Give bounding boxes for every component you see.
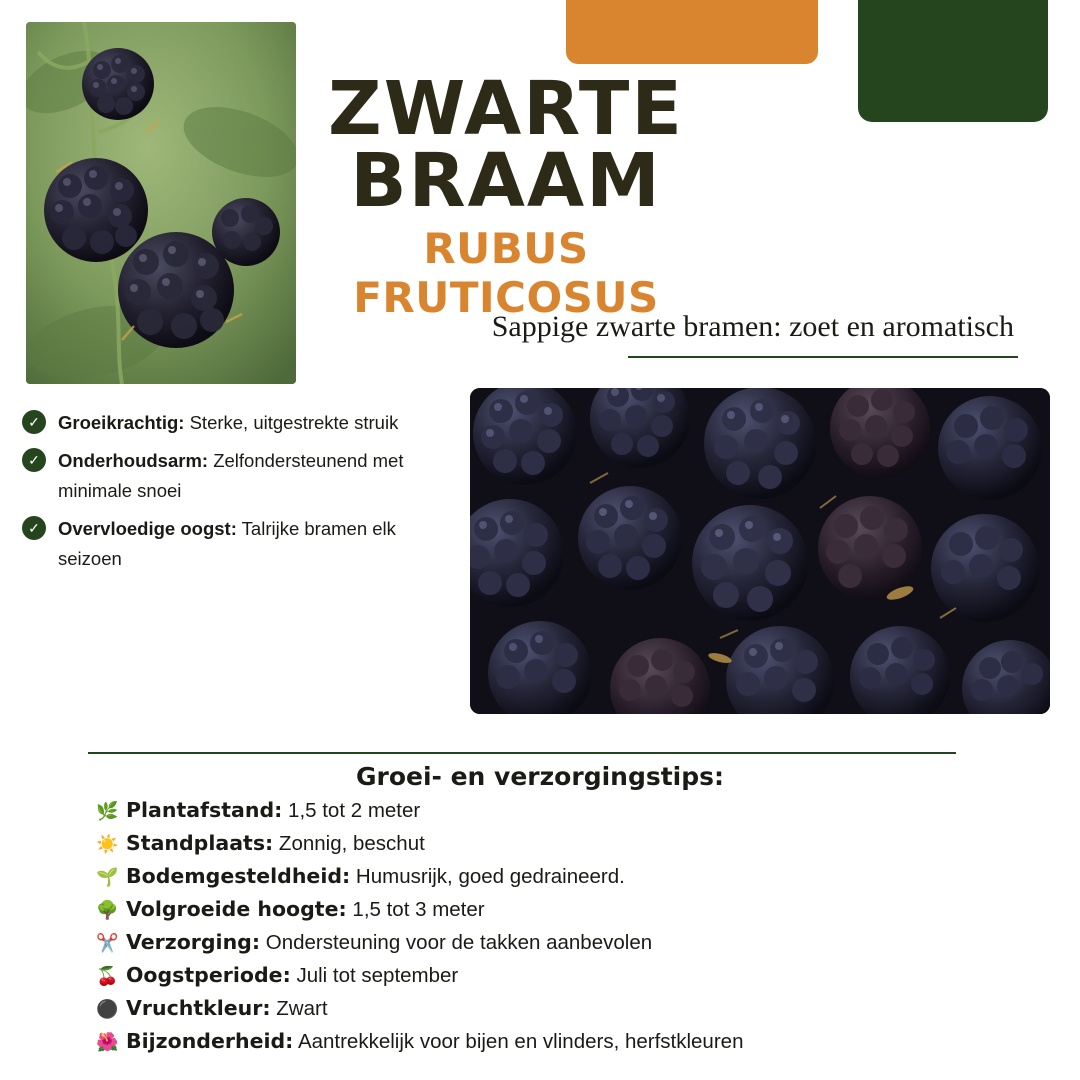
check-circle-icon: ✓ — [22, 516, 46, 540]
tip-value: Ondersteuning voor de takken aanbevolen — [260, 931, 653, 954]
cherries-icon: 🍒 — [96, 966, 119, 986]
check-circle-icon: ✓ — [22, 448, 46, 472]
tip-label: Bodemgesteldheid: — [126, 864, 351, 888]
tips-title: Groei- en verzorgingstips: — [355, 762, 725, 791]
list-item — [96, 798, 996, 831]
feature-label: Onderhoudsarm: — [58, 449, 209, 471]
feature-label: Groeikrachtig: — [58, 412, 185, 433]
tip-label: Vruchtkleur: — [126, 996, 271, 1020]
page-title-line1: ZWARTE — [328, 66, 684, 152]
tip-label: Verzorging: — [126, 930, 261, 954]
tree-icon: 🌳 — [96, 900, 119, 920]
tip-text — [126, 996, 328, 1021]
feature-text — [58, 408, 442, 438]
sun-icon: ☀️ — [96, 834, 119, 854]
feature-value: Sterke, uitgestrekte struik — [184, 412, 399, 433]
feature-list — [22, 408, 442, 582]
list-item — [22, 408, 442, 438]
tip-text — [126, 930, 652, 955]
list-item — [96, 930, 996, 963]
tagline: Sappige zwarte bramen: zoet en aromatisch — [491, 310, 1014, 343]
tip-label: Oogstperiode: — [126, 963, 291, 987]
check-circle-icon: ✓ — [22, 410, 46, 434]
tip-text — [126, 831, 425, 856]
list-item — [96, 864, 996, 897]
tip-text — [126, 864, 625, 889]
tip-text — [126, 1029, 743, 1054]
black-circle-icon: ⚫ — [96, 999, 119, 1019]
seedling-icon: 🌱 — [96, 867, 119, 887]
tip-text — [126, 963, 458, 988]
title-block — [318, 66, 1018, 322]
tip-value: Aantrekkelijk voor bijen en vlinders, herfstkleuren — [293, 1030, 744, 1053]
tip-label: Standplaats: — [126, 831, 274, 855]
scissors-icon: ✂️ — [96, 933, 119, 953]
tip-label: Plantafstand: — [126, 798, 283, 822]
feature-text — [58, 446, 442, 506]
list-item — [96, 897, 996, 930]
hero-blackberry-bush-photo — [26, 22, 296, 384]
list-item — [96, 996, 996, 1029]
latin-name: RUBUS FRUTICOSUS — [353, 223, 659, 322]
tips-divider — [88, 752, 956, 754]
tip-label: Volgroeide hoogte: — [126, 897, 347, 921]
feature-value: Talrijke bramen elk seizoen — [58, 517, 396, 569]
tagline-divider — [628, 356, 1018, 358]
tip-value: 1,5 tot 3 meter — [346, 898, 485, 921]
tip-text — [126, 897, 485, 922]
tip-value: Humusrijk, goed gedraineerd. — [350, 865, 625, 888]
tip-value: Zonnig, beschut — [273, 832, 425, 855]
hero-photo-artwork — [26, 22, 296, 384]
list-item — [96, 1029, 996, 1062]
list-item — [96, 831, 996, 864]
list-item — [22, 446, 442, 506]
tip-label: Bijzonderheid: — [126, 1029, 294, 1053]
list-item — [22, 514, 442, 574]
page-title-line2: BRAAM — [350, 137, 662, 224]
tip-value: Juli tot september — [290, 964, 459, 987]
tips-list — [96, 798, 996, 1062]
blackberry-closeup-photo — [470, 388, 1050, 714]
flower-icon: 🌺 — [96, 1032, 119, 1052]
feature-label: Overvloedige oogst: — [58, 517, 237, 539]
feature-text — [58, 514, 442, 574]
herb-icon: 🌿 — [96, 801, 119, 821]
list-item — [96, 963, 996, 996]
feature-value: Zelfondersteunend met minimale snoei — [58, 449, 404, 501]
tip-value: Zwart — [270, 997, 328, 1020]
closeup-photo-artwork — [470, 388, 1050, 714]
tip-text — [126, 798, 420, 823]
decorative-orange-block — [566, 0, 818, 64]
tip-value: 1,5 tot 2 meter — [282, 799, 421, 822]
